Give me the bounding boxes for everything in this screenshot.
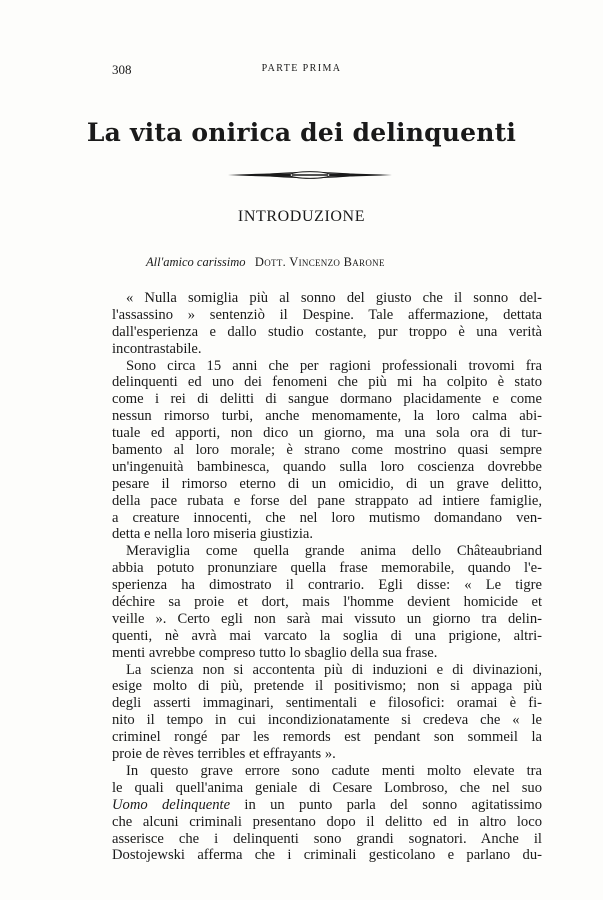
text-line: abbia potuto pronunziare quella frase memorabile, quando l'e-: [112, 560, 542, 577]
article-title: La vita onirica dei delinquenti: [86, 118, 517, 147]
text-line: come i rei di delitti di sangue dormano placidamente e come: [112, 391, 542, 408]
dedication-name: Dott. Vincenzo Barone: [254, 255, 385, 269]
text-line: le quali quell'anima geniale di Cesare Lombroso, che nel suo: [112, 779, 542, 796]
text-line: delinquenti ed uno dei fenomeni che più mi ha colpito è stato: [112, 374, 542, 391]
text-line: dall'esperienza e dallo studio costante, pur troppo è una verità: [112, 323, 542, 340]
page-number: 308: [112, 62, 132, 77]
text-line: a creature innocenti, che nel loro mutismo domandano ven-: [112, 509, 542, 526]
dedication: [146, 255, 385, 270]
text-line: un'ingenuità bambinesca, quando sulla loro coscienza dovrebbe: [112, 458, 542, 475]
book-title-italic: Uomo delinquente: [112, 796, 231, 813]
text-line: sperienza ha dimostrato il contrario. Egli disse: « Le tigre: [112, 577, 542, 594]
text-line: pesare il rimorso eterno di un omicidio, di un grave delitto,: [112, 475, 542, 492]
text-line-post: in un punto parla del sonno agitatissimo: [230, 796, 542, 813]
text-line: detta e nella loro miseria giustizia.: [112, 526, 313, 543]
dedication-greeting: All'amico carissimo: [146, 255, 246, 269]
text-line: La scienza non si accontenta più di induzioni e di divinazioni,: [126, 661, 542, 678]
text-line: Sono circa 15 anni che per ragioni professionali trovomi fra: [126, 357, 542, 374]
text-line: asserisce che i delinquenti sono grandi sognatori. Anche il: [112, 830, 542, 847]
text-line: l'assassino » sentenziò il Despine. Tale affermazione, dettata: [112, 306, 542, 323]
section-heading: INTRODUZIONE: [237, 208, 366, 225]
text-line: tuale ed apporti, non dico un giorno, ma una sola ora di tur-: [112, 425, 542, 442]
body-text: [112, 290, 542, 864]
text-line: In questo grave errore sono cadute menti molto elevate tra: [126, 762, 542, 779]
text-line: nito il tempo in cui incondizionatamente si credeva che « le: [112, 712, 542, 729]
running-title: PARTE PRIMA: [261, 63, 342, 74]
text-line: esige molto di più, pretende il positivismo; non si appaga più: [112, 678, 542, 695]
text-line: quenti, nè avrà mai varcato la soglia di una prigione, altri-: [112, 627, 542, 644]
text-line: veille ». Certo egli non sarà mai vissuto un giorno tra delin-: [112, 610, 542, 627]
text-line: [112, 797, 542, 814]
text-line: che alcuni criminali presentano dopo il delitto ed in altro loco: [112, 813, 542, 830]
text-line: della pace rubata e forse del pane strappato ad intiere famiglie,: [112, 492, 542, 509]
text-line: nessun rimorso turbi, anche menomamente, la loro calma abi-: [112, 408, 542, 425]
text-line: déchire sa proie et dort, mais l'homme devient homicide et: [112, 594, 542, 611]
text-line: Dostojewski afferma che i criminali gesticolano e parlano du-: [112, 847, 542, 864]
text-line: menti avrebbe compreso tutto lo sbaglio della sua frase.: [112, 644, 438, 661]
ornament-icon: [228, 168, 392, 182]
text-line: bamento al loro morale; è strano come mostrino quasi sempre: [112, 442, 542, 459]
text-line: « Nulla somiglia più al sonno del giusto che il sonno del-: [126, 290, 542, 306]
text-line: degli asserti immaginari, sentimentali e filosofici: oramai è fi-: [112, 695, 542, 712]
text-line: Meraviglia come quella grande anima dello Châteaubriand: [126, 543, 542, 560]
text-line: incontrastabile.: [112, 340, 202, 357]
text-line: proie de rèves terribles et effrayants ».: [112, 746, 336, 763]
running-head: [0, 62, 603, 78]
text-line: criminel rongé par les remords est pendant son sommeil la: [112, 729, 542, 746]
